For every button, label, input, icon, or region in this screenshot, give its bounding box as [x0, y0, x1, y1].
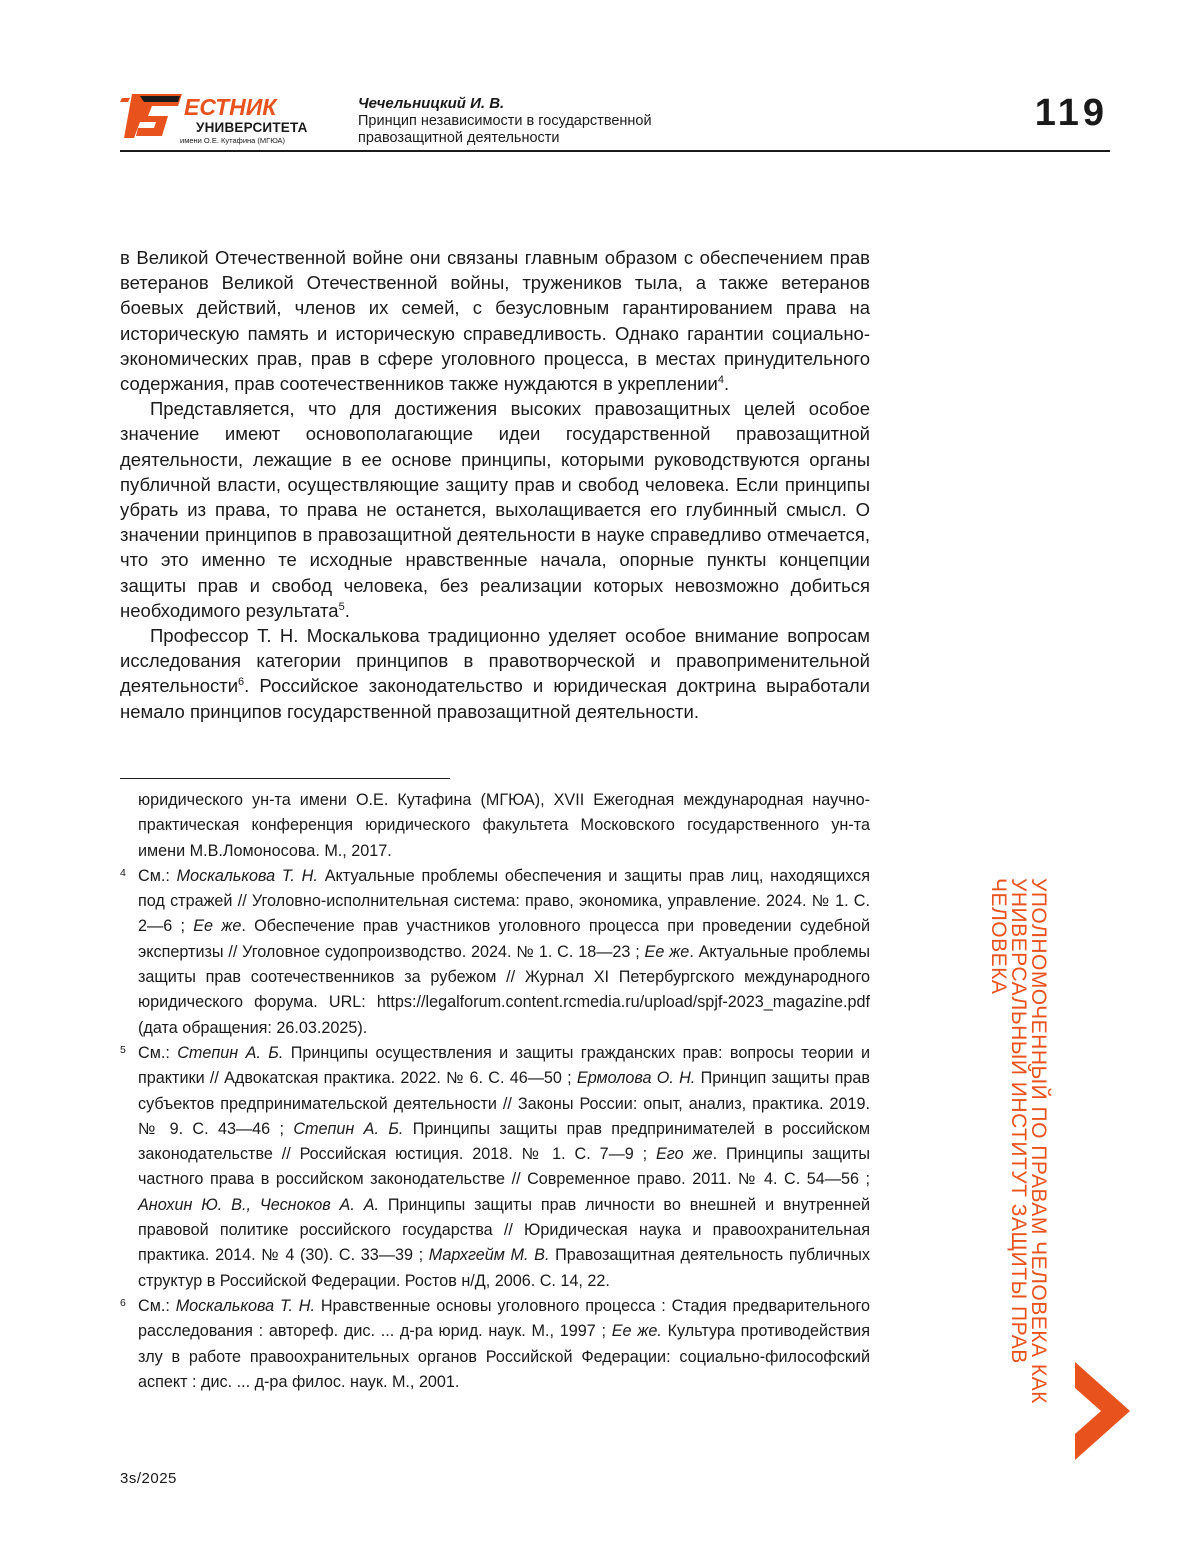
- section-label-line2: УНИВЕРСАЛЬНЫЙ ИНСТИТУТ ЗАЩИТЫ ПРАВ: [1008, 878, 1028, 1478]
- footnote-ref-4[interactable]: 4: [718, 374, 724, 386]
- running-head-title: [358, 113, 778, 147]
- logo-subtitle: имени О.Е. Кутафина (МГЮА): [180, 136, 285, 145]
- running-head-author: Чечельницкий И. В.: [358, 95, 504, 112]
- section-label-line1: УПОЛНОМОЧЕННЫЙ ПО ПРАВАМ ЧЕЛОВЕКА КАК: [1028, 878, 1048, 1478]
- logo-word: ЕСТНИК: [184, 94, 276, 121]
- footnote-divider: [120, 778, 450, 779]
- footnote-continuation: юридического ун-та имени О.Е. Кутафина (МГЮА), XVII Ежегодная международная научно-практическая конференция юридического факультета Московского государственного ун-та имени М.В.Ломоносова. М., 2017.: [120, 788, 870, 864]
- footnote-6: 6 См.: Москалькова Т. Н. Нравственные основы уголовного процесса : Стадия предварительного расследования : автореф. дис. ... д-ра юрид. наук. М., 1997 ; Ее же. Культура противодействия злу в работе правоохранительных органов Российской Федерации: социально-философский аспект : дис. ... д-ра филос. наук. М., 2001.: [120, 1294, 870, 1395]
- footnote-5: 5 См.: Степин А. Б. Принципы осуществления и защиты гражданских прав: вопросы теории и практики // Адвокатская практика. 2022. № 6. С. 46—50 ; Ермолова О. Н. Принцип защиты прав субъектов предпринимательской деятельности // Законы России: опыт, анализ, практика. 2019. № 9. С. 43—46 ; Степин А. Б. Принципы защиты прав предпринимателей в российском законодательстве // Российская юстиция. 2018. № 1. С. 7—9 ; Его же. Принципы защиты частного права в российском законодательстве // Современное право. 2011. № 4. С. 54—56 ; Анохин Ю. В., Чесноков А. А. Принципы защиты прав личности во внешней и внутренней правовой политике российского государства // Юридическая наука и правоохранительная практика. 2014. № 4 (30). С. 33—39 ; Мархгейм М. В. Правозащитная деятельность публичных структур в Российской Федерации. Ростов н/Д, 2006. С. 14, 22.: [120, 1041, 870, 1294]
- page-number: 119: [1035, 92, 1108, 135]
- footnote-ref-6[interactable]: 6: [238, 676, 244, 688]
- footnotes: [120, 788, 870, 1395]
- journal-logo: [120, 92, 325, 150]
- paragraph-3: Профессор Т. Н. Москалькова традиционно уделяет особое внимание вопросам исследования категории принципов в правотворческой и правоприменительной деятельности6. Российское законодательство и юридическая доктрина выработали немало принципов государственной правозащитной деятельности.: [120, 623, 870, 724]
- paragraph-1: в Великой Отечественной войне они связаны главным образом с обеспечением прав ветеранов Великой Отечественной войны, тружеников тыла, а также ветеранов боевых действий, членов их семей, с безусловным гарантированием права на историческую память и историческую справедливость. Однако гарантии социально-экономических прав, прав в сфере уголовного процесса, в местах принудительного содержания, прав соотечественников также нуждаются в укреплении4.: [120, 245, 870, 396]
- issue-number: 3s/2025: [120, 1470, 177, 1487]
- footnote-4: 4 См.: Москалькова Т. Н. Актуальные проблемы обеспечения и защиты прав лиц, находящихся под стражей // Уголовно-исполнительная система: право, экономика, управление. 2024. № 1. С. 2—6 ; Ее же. Обеспечение прав участников уголовного процесса при проведении судебной экспертизы // Уголовное судопроизводство. 2024. № 1. С. 18—23 ; Ее же. Актуальные проблемы защиты прав соотечественников за рубежом // Журнал XI Петербургского международного юридического форума. URL: https://legalforum.content.rcmedia.ru/upload/spjf-2023_magazine.pdf (дата обращения: 26.03.2025).: [120, 864, 870, 1041]
- section-label-line3: ЧЕЛОВЕКА: [988, 878, 1008, 1478]
- footnote-mark: 5: [120, 1041, 126, 1059]
- header-divider: [120, 150, 1110, 152]
- footnote-ref-5[interactable]: 5: [339, 601, 345, 613]
- section-side-label: [988, 878, 1048, 1478]
- running-head-title-line1: Принцип независимости в государственной: [358, 113, 778, 130]
- body-text: [120, 245, 870, 724]
- footnote-mark: 6: [120, 1294, 126, 1312]
- section-arrow-icon: [1075, 1362, 1130, 1460]
- running-head-title-line2: правозащитной деятельности: [358, 130, 778, 147]
- paragraph-2: Представляется, что для достижения высоких правозащитных целей особое значение имеют основополагающие идеи государственной правозащитной деятельности, лежащие в ее основе принципы, которыми руководствуются органы публичной власти, осуществляющие защиту прав и свобод человека. Если принципы убрать из права, то права не останется, выхолащивается его глубинный смысл. О значении принципов в правозащитной деятельности в науке справедливо отмечается, что это именно те исходные нравственные начала, опорные пункты концепции защиты прав и свобод человека, без реализации которых невозможно добиться необходимого результата5.: [120, 396, 870, 623]
- logo-university: УНИВЕРСИТЕТА: [196, 120, 308, 135]
- footnote-mark: 4: [120, 864, 126, 882]
